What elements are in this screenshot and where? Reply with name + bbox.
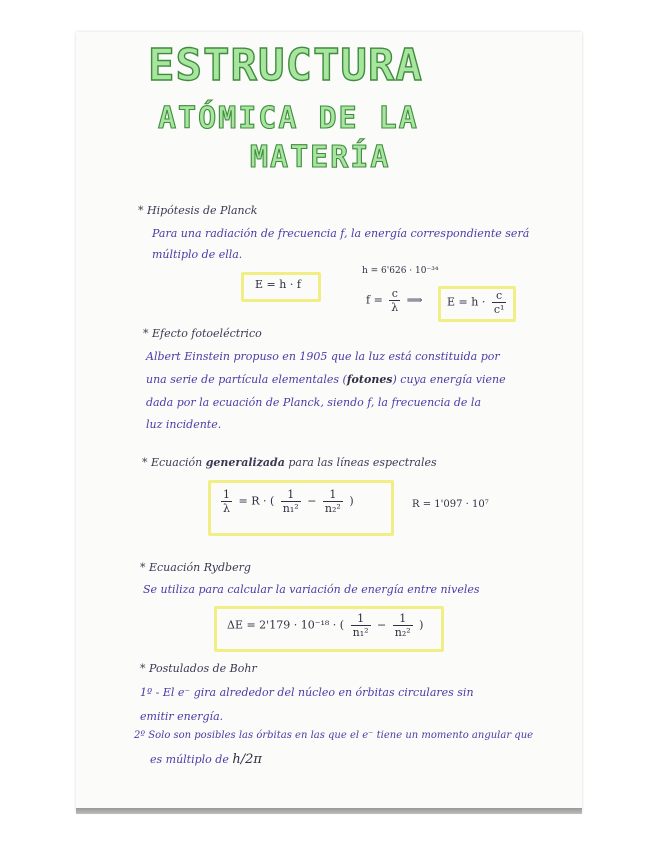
title-line-1: ESTRUCTURA — [148, 40, 423, 91]
rydberg-constant: R = 1'097 · 10⁷ — [412, 499, 489, 510]
rydberg-t1-num: 1 — [351, 612, 371, 626]
photo-line-4: luz incidente. — [146, 418, 222, 431]
planck-result-den: c¹ — [493, 303, 505, 316]
rydberg-close: ) — [419, 618, 424, 632]
spectral-t1-num: 1 — [281, 488, 301, 502]
bohr-h-over-2pi: h/2π — [232, 752, 262, 767]
title-line-2: ATÓMICA DE LA — [158, 101, 419, 136]
frequency-relation — [366, 287, 423, 314]
rydberg-text: Se utiliza para calcular la variación de energía entre niveles — [143, 583, 480, 596]
planck-text-1: Para una radiación de frecuencia f, la energía correspondiente será — [152, 227, 530, 240]
spectral-t2-den: n₂² — [324, 502, 341, 515]
rydberg-minus: − — [377, 618, 387, 632]
rydberg-t1-den: n₁² — [352, 626, 369, 639]
photo-line-3: dada por la ecuación de Planck, siendo f, la frecuencia de la — [146, 396, 482, 409]
frequency-num: c — [389, 287, 400, 301]
spectral-mid: = R · ( — [238, 494, 275, 508]
rydberg-lhs: ΔE = 2'179 · 10⁻¹⁸ · ( — [227, 618, 345, 632]
spectral-heading — [142, 456, 437, 469]
spectral-t1-den: n₁² — [282, 502, 299, 515]
rydberg-term-2 — [393, 612, 413, 639]
bohr-postulate-2-line-2 — [150, 752, 262, 767]
spectral-t2-num: 1 — [323, 488, 343, 502]
frequency-den: λ — [391, 301, 399, 314]
planck-constant: h = 6'626 · 10⁻³⁴ — [362, 266, 439, 276]
spectral-lhs-fraction — [221, 488, 232, 515]
title-line-3: MATERÍA — [250, 140, 391, 175]
photo-line-2b: ) cuya energía viene — [392, 373, 506, 386]
rydberg-formula — [227, 612, 423, 639]
bohr-heading: * Postulados de Bohr — [140, 662, 257, 675]
spectral-heading-a: * Ecuación — [142, 456, 206, 469]
spectral-heading-bold: generalizada — [205, 456, 285, 469]
photo-line-2 — [146, 373, 506, 386]
planck-result-fraction — [492, 289, 507, 316]
spectral-term-1 — [281, 488, 301, 515]
bohr-postulate-1-line-2: emitir energía. — [140, 710, 224, 723]
rydberg-t2-den: n₂² — [394, 626, 411, 639]
planck-result-num: c — [492, 289, 507, 303]
page-edge-shadow — [76, 808, 582, 814]
spectral-heading-b: para las líneas espectrales — [284, 456, 437, 469]
frequency-fraction — [389, 287, 400, 314]
spectral-lhs-num: 1 — [223, 488, 230, 501]
spectral-minus: − — [307, 494, 317, 508]
photo-line-2a: una serie de partícula elementales ( — [146, 373, 347, 386]
photo-line-1: Albert Einstein propuso en 1905 que la luz está constituida por — [146, 350, 500, 363]
rydberg-heading: * Ecuación Rydberg — [140, 561, 251, 574]
planck-result — [447, 289, 509, 316]
spectral-formula — [218, 488, 354, 515]
planck-result-lhs: E = h · — [447, 295, 486, 309]
bohr-postulate-1-line-1: 1º - El e⁻ gira alrededor del núcleo en órbitas circulares sin — [140, 686, 474, 699]
bohr-postulate-2-text: es múltiplo de — [150, 753, 229, 766]
rydberg-t2-num: 1 — [393, 612, 413, 626]
bohr-postulate-2-line-1: 2º Solo son posibles las órbitas en las que el e⁻ tiene un momento angular que — [134, 730, 534, 741]
spectral-lhs-den: λ — [223, 502, 230, 515]
photo-fotones: fotones — [346, 373, 393, 386]
spectral-close: ) — [349, 494, 354, 508]
spectral-term-2 — [323, 488, 343, 515]
implies-arrow: ⟹ — [406, 293, 423, 307]
frequency-lhs: f = — [366, 293, 383, 307]
planck-text-2: múltiplo de ella. — [152, 248, 243, 261]
planck-heading: * Hipótesis de Planck — [138, 204, 258, 217]
rydberg-term-1 — [351, 612, 371, 639]
photo-heading: * Efecto fotoeléctrico — [143, 327, 262, 340]
planck-formula: E = h · f — [255, 278, 301, 291]
